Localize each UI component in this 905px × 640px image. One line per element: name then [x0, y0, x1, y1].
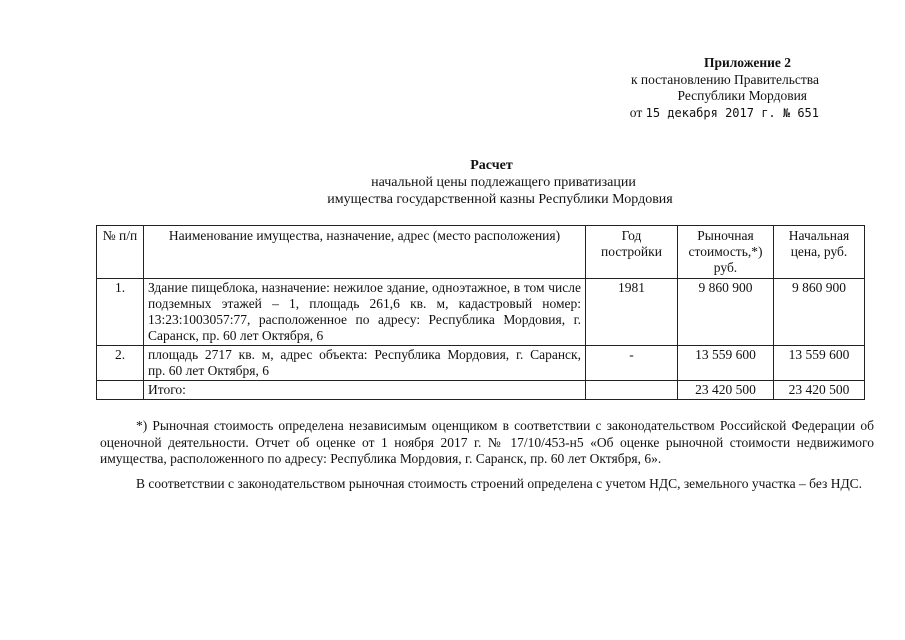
document-title-block: [0, 157, 905, 208]
footnotes-block: [100, 418, 874, 501]
row-number: 1.: [97, 279, 144, 346]
row-build-year: -: [586, 346, 678, 381]
footnote-market-value: *) Рыночная стоимость определена независимым оценщиком в соответствии с законодательством Российской Федерации об оценочной деятельности. Отчет об оценке от 1 ноября 2017 г. № 17/10/453-н5 «Об оценке рыночной стоимости недвижимого имущества, расположенного по адресу: Республика Мордовия, г. Саранск, пр. 60 лет Октября, 6».: [100, 418, 874, 466]
appendix-resolution-line: к постановлению Правительства: [630, 71, 819, 87]
row-property-name: площадь 2717 кв. м, адрес объекта: Республика Мордовия, г. Саранск, пр. 60 лет Октября, 6: [144, 346, 586, 381]
row-property-name: Здание пищеблока, назначение: нежилое здание, одноэтажное, в том числе подземных этажей – 1, площадь 261,6 кв. м, кадастровый номер: 13:23:1003057:77, расположенное по адресу: Республика Мордовия, г. Саранск, пр. 60 лет Октября, 6: [144, 279, 586, 346]
footnote-vat: В соответствии с законодательством рыночная стоимость строений определена с учетом НДС, земельного участка – без НДС.: [136, 475, 863, 491]
header-market-value: Рыночная стоимость,*) руб.: [678, 226, 774, 279]
row-market-value: 9 860 900: [678, 279, 774, 346]
document-subtitle-line2: имущества государственной казны Республики Мордовия: [327, 192, 673, 207]
table-header-row: [97, 226, 865, 279]
total-empty-cell: [97, 381, 144, 400]
table-total-row: [97, 381, 865, 400]
document-subtitle-line1: начальной цены подлежащего приватизации: [371, 175, 636, 190]
appendix-date-number: 15 декабря 2017 г. № 651: [645, 105, 819, 120]
header-number: № п/п: [97, 226, 144, 279]
appendix-title: Приложение 2: [703, 55, 791, 70]
total-initial-price: 23 420 500: [774, 381, 865, 400]
total-label: Итого:: [144, 381, 586, 400]
table-row: [97, 346, 865, 381]
document-title: Расчет: [470, 158, 513, 173]
total-market-value: 23 420 500: [678, 381, 774, 400]
row-market-value: 13 559 600: [678, 346, 774, 381]
total-empty-year: [586, 381, 678, 400]
header-property-name: Наименование имущества, назначение, адрес (место расположения): [144, 226, 586, 279]
table-row: [97, 279, 865, 346]
calculation-table: [96, 225, 865, 400]
row-build-year: 1981: [586, 279, 678, 346]
appendix-block: [630, 55, 819, 121]
row-initial-price: 13 559 600: [774, 346, 865, 381]
row-number: 2.: [97, 346, 144, 381]
appendix-region-line: Республики Мордовия: [677, 88, 807, 103]
header-initial-price: Начальная цена, руб.: [774, 226, 865, 279]
header-build-year: Год постройки: [586, 226, 678, 279]
appendix-date-prefix: от: [629, 104, 643, 120]
row-initial-price: 9 860 900: [774, 279, 865, 346]
appendix-date-line: [630, 105, 819, 122]
